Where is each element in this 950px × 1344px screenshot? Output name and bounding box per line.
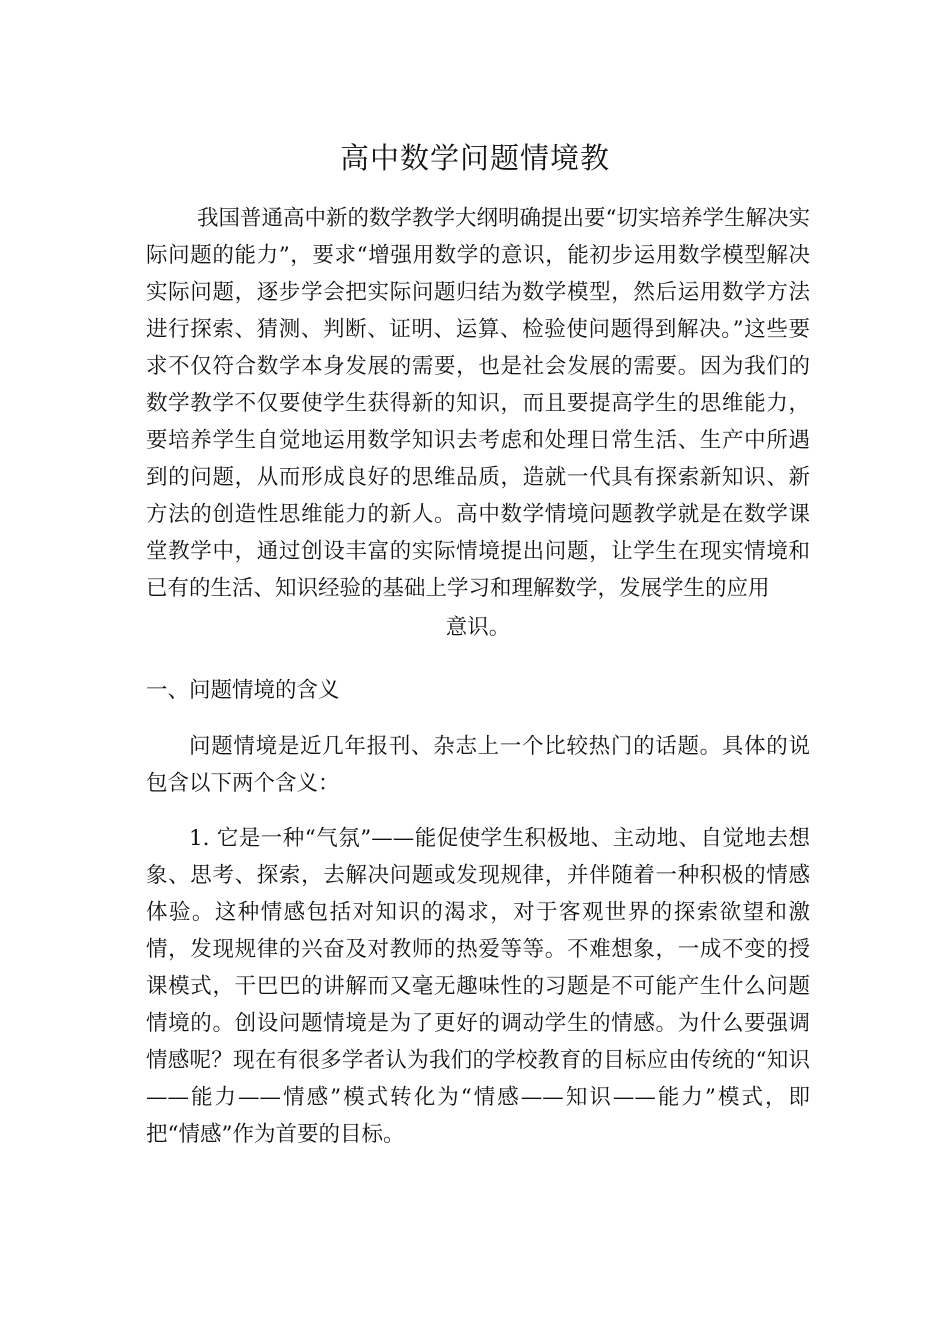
numbered-paragraph: 1. 它是一种“气氛”——能促使学生积极地、主动地、自觉地去想象、思考、探索，去解决问题或发现规律，并伴随着一种积极的情感体验。这种情感包括对知识的渴求，对于客观世界的探索欲望和激情，发现规律的兴奋及对教师的热爱等等。不难想象，一成不变的授课模式，干巴巴的讲解而又毫无趣味性的习题是不可能产生什么问题情境的。创设问题情境是为了更好的调动学生的情感。为什么要强调情感呢？现在有很多学者认为我们的学校教育的目标应由传统的“知识——能力——情感”模式转化为“情感——知识——能力”模式，即把“情感”作为首要的目标。 <box>146 826 810 1147</box>
intro-paragraph: 我国普通高中新的数学教学大纲明确提出要“切实培养学生解决实际问题的能力”，要求“增强用数学的意识，能初步运用数学模型解决实际问题，逐步学会把实际问题归结为数学模型，然后运用数学方法进行探索、猜测、判断、证明、运算、检验使问题得到解决。”这些要求不仅符合数学本身发展的需要，也是社会发展的需要。因为我们的数学教学不仅要使学生获得新的知识，而且要提高学生的思维能力，要培养学生自觉地运用数学知识去考虑和处理日常生活、生产中所遇到的问题，从而形成良好的思维品质，造就一代具有探索新知识、新方法的创造性思维能力的新人。高中数学情境问题教学就是在数学课堂教学中，通过创设丰富的实际情境提出问题，让学生在现实情境和已有的生活、知识经验的基础上学习和理解数学，发展学生的应用 <box>146 206 810 601</box>
body-paragraph: 问题情境是近几年报刊、杂志上一个比较热门的话题。具体的说包含以下两个含义： <box>146 734 810 796</box>
section-heading: 一、问题情境的含义 <box>146 678 340 703</box>
document-title: 高中数学问题情境教 <box>339 141 610 175</box>
intro-paragraph-end: 意识。 <box>445 615 511 640</box>
